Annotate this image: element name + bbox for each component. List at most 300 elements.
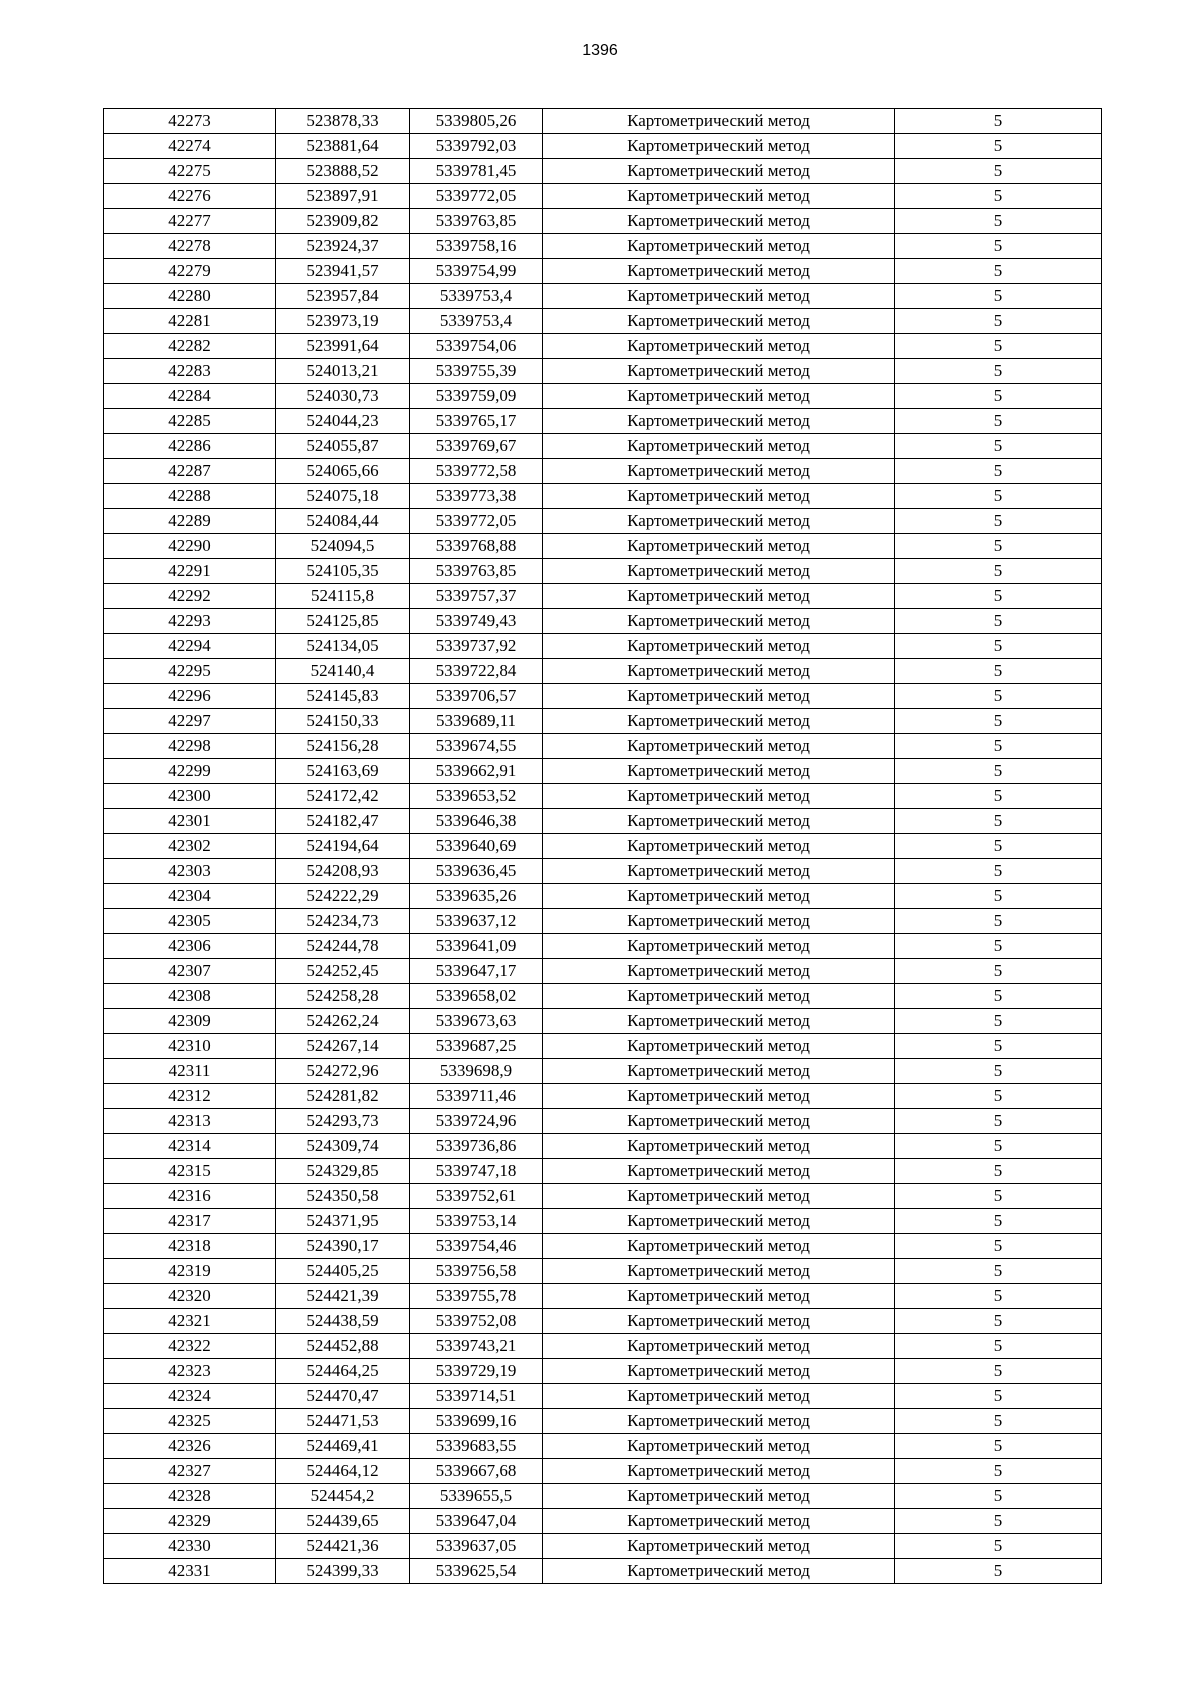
method-cell: Картометрический метод <box>543 359 895 384</box>
x-coordinate-cell: 523888,52 <box>276 159 410 184</box>
method-cell: Картометрический метод <box>543 934 895 959</box>
x-coordinate-cell: 524272,96 <box>276 1059 410 1084</box>
y-coordinate-cell: 5339772,05 <box>410 509 543 534</box>
accuracy-cell: 5 <box>895 1259 1102 1284</box>
method-cell: Картометрический метод <box>543 1434 895 1459</box>
x-coordinate-cell: 524234,73 <box>276 909 410 934</box>
accuracy-cell: 5 <box>895 884 1102 909</box>
x-coordinate-cell: 524125,85 <box>276 609 410 634</box>
method-cell: Картометрический метод <box>543 909 895 934</box>
x-coordinate-cell: 524439,65 <box>276 1509 410 1534</box>
point-number-cell: 42307 <box>104 959 276 984</box>
table-row <box>104 409 1102 434</box>
point-number-cell: 42314 <box>104 1134 276 1159</box>
x-coordinate-cell: 524140,4 <box>276 659 410 684</box>
x-coordinate-cell: 524399,33 <box>276 1559 410 1584</box>
accuracy-cell: 5 <box>895 659 1102 684</box>
method-cell: Картометрический метод <box>543 1484 895 1509</box>
method-cell: Картометрический метод <box>543 1559 895 1584</box>
x-coordinate-cell: 524115,8 <box>276 584 410 609</box>
method-cell: Картометрический метод <box>543 309 895 334</box>
y-coordinate-cell: 5339683,55 <box>410 1434 543 1459</box>
accuracy-cell: 5 <box>895 1109 1102 1134</box>
point-number-cell: 42285 <box>104 409 276 434</box>
point-number-cell: 42322 <box>104 1334 276 1359</box>
point-number-cell: 42294 <box>104 634 276 659</box>
accuracy-cell: 5 <box>895 159 1102 184</box>
x-coordinate-cell: 523991,64 <box>276 334 410 359</box>
method-cell: Картометрический метод <box>543 534 895 559</box>
y-coordinate-cell: 5339805,26 <box>410 109 543 134</box>
method-cell: Картометрический метод <box>543 1184 895 1209</box>
x-coordinate-cell: 524438,59 <box>276 1309 410 1334</box>
y-coordinate-cell: 5339640,69 <box>410 834 543 859</box>
table-row <box>104 1034 1102 1059</box>
method-cell: Картометрический метод <box>543 1334 895 1359</box>
table-row <box>104 1284 1102 1309</box>
accuracy-cell: 5 <box>895 1034 1102 1059</box>
y-coordinate-cell: 5339722,84 <box>410 659 543 684</box>
accuracy-cell: 5 <box>895 984 1102 1009</box>
y-coordinate-cell: 5339711,46 <box>410 1084 543 1109</box>
point-number-cell: 42327 <box>104 1459 276 1484</box>
x-coordinate-cell: 524350,58 <box>276 1184 410 1209</box>
point-number-cell: 42281 <box>104 309 276 334</box>
y-coordinate-cell: 5339737,92 <box>410 634 543 659</box>
table-row <box>104 509 1102 534</box>
x-coordinate-cell: 524182,47 <box>276 809 410 834</box>
point-number-cell: 42289 <box>104 509 276 534</box>
method-cell: Картометрический метод <box>543 1109 895 1134</box>
accuracy-cell: 5 <box>895 959 1102 984</box>
table-row <box>104 909 1102 934</box>
x-coordinate-cell: 524281,82 <box>276 1084 410 1109</box>
accuracy-cell: 5 <box>895 334 1102 359</box>
accuracy-cell: 5 <box>895 909 1102 934</box>
method-cell: Картометрический метод <box>543 559 895 584</box>
table-row <box>104 1559 1102 1584</box>
y-coordinate-cell: 5339689,11 <box>410 709 543 734</box>
point-number-cell: 42326 <box>104 1434 276 1459</box>
point-number-cell: 42286 <box>104 434 276 459</box>
x-coordinate-cell: 524055,87 <box>276 434 410 459</box>
method-cell: Картометрический метод <box>543 1459 895 1484</box>
method-cell: Картометрический метод <box>543 509 895 534</box>
table-row <box>104 334 1102 359</box>
table-row <box>104 384 1102 409</box>
x-coordinate-cell: 523973,19 <box>276 309 410 334</box>
table-row <box>104 634 1102 659</box>
y-coordinate-cell: 5339763,85 <box>410 209 543 234</box>
accuracy-cell: 5 <box>895 234 1102 259</box>
method-cell: Картометрический метод <box>543 734 895 759</box>
x-coordinate-cell: 524172,42 <box>276 784 410 809</box>
y-coordinate-cell: 5339757,37 <box>410 584 543 609</box>
y-coordinate-cell: 5339756,58 <box>410 1259 543 1284</box>
y-coordinate-cell: 5339768,88 <box>410 534 543 559</box>
method-cell: Картометрический метод <box>543 784 895 809</box>
y-coordinate-cell: 5339752,61 <box>410 1184 543 1209</box>
accuracy-cell: 5 <box>895 1284 1102 1309</box>
point-number-cell: 42282 <box>104 334 276 359</box>
x-coordinate-cell: 523909,82 <box>276 209 410 234</box>
y-coordinate-cell: 5339699,16 <box>410 1409 543 1434</box>
accuracy-cell: 5 <box>895 734 1102 759</box>
point-number-cell: 42291 <box>104 559 276 584</box>
x-coordinate-cell: 524471,53 <box>276 1409 410 1434</box>
accuracy-cell: 5 <box>895 384 1102 409</box>
x-coordinate-cell: 524134,05 <box>276 634 410 659</box>
table-row <box>104 1409 1102 1434</box>
y-coordinate-cell: 5339743,21 <box>410 1334 543 1359</box>
table-row <box>104 609 1102 634</box>
point-number-cell: 42310 <box>104 1034 276 1059</box>
y-coordinate-cell: 5339752,08 <box>410 1309 543 1334</box>
method-cell: Картометрический метод <box>543 1309 895 1334</box>
x-coordinate-cell: 524405,25 <box>276 1259 410 1284</box>
point-number-cell: 42318 <box>104 1234 276 1259</box>
accuracy-cell: 5 <box>895 584 1102 609</box>
table-row <box>104 1184 1102 1209</box>
accuracy-cell: 5 <box>895 1334 1102 1359</box>
point-number-cell: 42293 <box>104 609 276 634</box>
table-row <box>104 284 1102 309</box>
y-coordinate-cell: 5339765,17 <box>410 409 543 434</box>
y-coordinate-cell: 5339754,06 <box>410 334 543 359</box>
y-coordinate-cell: 5339749,43 <box>410 609 543 634</box>
table-row <box>104 484 1102 509</box>
method-cell: Картометрический метод <box>543 1134 895 1159</box>
table-row <box>104 684 1102 709</box>
point-number-cell: 42306 <box>104 934 276 959</box>
method-cell: Картометрический метод <box>543 184 895 209</box>
y-coordinate-cell: 5339729,19 <box>410 1359 543 1384</box>
accuracy-cell: 5 <box>895 834 1102 859</box>
x-coordinate-cell: 523957,84 <box>276 284 410 309</box>
accuracy-cell: 5 <box>895 1409 1102 1434</box>
point-number-cell: 42319 <box>104 1259 276 1284</box>
method-cell: Картометрический метод <box>543 1009 895 1034</box>
y-coordinate-cell: 5339635,26 <box>410 884 543 909</box>
method-cell: Картометрический метод <box>543 1034 895 1059</box>
method-cell: Картометрический метод <box>543 459 895 484</box>
accuracy-cell: 5 <box>895 209 1102 234</box>
x-coordinate-cell: 523897,91 <box>276 184 410 209</box>
y-coordinate-cell: 5339773,38 <box>410 484 543 509</box>
table-row <box>104 584 1102 609</box>
accuracy-cell: 5 <box>895 134 1102 159</box>
accuracy-cell: 5 <box>895 359 1102 384</box>
table-row <box>104 1209 1102 1234</box>
method-cell: Картометрический метод <box>543 1384 895 1409</box>
accuracy-cell: 5 <box>895 534 1102 559</box>
y-coordinate-cell: 5339636,45 <box>410 859 543 884</box>
point-number-cell: 42273 <box>104 109 276 134</box>
x-coordinate-cell: 524470,47 <box>276 1384 410 1409</box>
table-row <box>104 459 1102 484</box>
point-number-cell: 42288 <box>104 484 276 509</box>
table-row <box>104 234 1102 259</box>
x-coordinate-cell: 524105,35 <box>276 559 410 584</box>
point-number-cell: 42328 <box>104 1484 276 1509</box>
point-number-cell: 42278 <box>104 234 276 259</box>
x-coordinate-cell: 524030,73 <box>276 384 410 409</box>
accuracy-cell: 5 <box>895 634 1102 659</box>
x-coordinate-cell: 524390,17 <box>276 1234 410 1259</box>
x-coordinate-cell: 524194,64 <box>276 834 410 859</box>
x-coordinate-cell: 524258,28 <box>276 984 410 1009</box>
y-coordinate-cell: 5339763,85 <box>410 559 543 584</box>
point-number-cell: 42330 <box>104 1534 276 1559</box>
accuracy-cell: 5 <box>895 1084 1102 1109</box>
y-coordinate-cell: 5339647,04 <box>410 1509 543 1534</box>
table-row <box>104 1384 1102 1409</box>
method-cell: Картометрический метод <box>543 1159 895 1184</box>
y-coordinate-cell: 5339753,4 <box>410 309 543 334</box>
y-coordinate-cell: 5339755,39 <box>410 359 543 384</box>
point-number-cell: 42284 <box>104 384 276 409</box>
accuracy-cell: 5 <box>895 1009 1102 1034</box>
accuracy-cell: 5 <box>895 1359 1102 1384</box>
y-coordinate-cell: 5339769,67 <box>410 434 543 459</box>
y-coordinate-cell: 5339758,16 <box>410 234 543 259</box>
accuracy-cell: 5 <box>895 684 1102 709</box>
table-row <box>104 259 1102 284</box>
method-cell: Картометрический метод <box>543 1234 895 1259</box>
method-cell: Картометрический метод <box>543 684 895 709</box>
point-number-cell: 42303 <box>104 859 276 884</box>
accuracy-cell: 5 <box>895 409 1102 434</box>
point-number-cell: 42309 <box>104 1009 276 1034</box>
accuracy-cell: 5 <box>895 1234 1102 1259</box>
method-cell: Картометрический метод <box>543 759 895 784</box>
table-row <box>104 884 1102 909</box>
x-coordinate-cell: 524013,21 <box>276 359 410 384</box>
x-coordinate-cell: 524267,14 <box>276 1034 410 1059</box>
point-number-cell: 42321 <box>104 1309 276 1334</box>
table-row <box>104 1009 1102 1034</box>
method-cell: Картометрический метод <box>543 884 895 909</box>
table-row <box>104 984 1102 1009</box>
table-row <box>104 1109 1102 1134</box>
method-cell: Картометрический метод <box>543 384 895 409</box>
point-number-cell: 42283 <box>104 359 276 384</box>
x-coordinate-cell: 524452,88 <box>276 1334 410 1359</box>
x-coordinate-cell: 524421,36 <box>276 1534 410 1559</box>
point-number-cell: 42280 <box>104 284 276 309</box>
method-cell: Картометрический метод <box>543 1059 895 1084</box>
point-number-cell: 42296 <box>104 684 276 709</box>
x-coordinate-cell: 524084,44 <box>276 509 410 534</box>
method-cell: Картометрический метод <box>543 1259 895 1284</box>
accuracy-cell: 5 <box>895 484 1102 509</box>
x-coordinate-cell: 524244,78 <box>276 934 410 959</box>
point-number-cell: 42329 <box>104 1509 276 1534</box>
table-row <box>104 359 1102 384</box>
method-cell: Картометрический метод <box>543 1509 895 1534</box>
table-row <box>104 184 1102 209</box>
x-coordinate-cell: 524329,85 <box>276 1159 410 1184</box>
method-cell: Картометрический метод <box>543 484 895 509</box>
point-number-cell: 42279 <box>104 259 276 284</box>
y-coordinate-cell: 5339753,14 <box>410 1209 543 1234</box>
table-row <box>104 1259 1102 1284</box>
point-number-cell: 42297 <box>104 709 276 734</box>
point-number-cell: 42301 <box>104 809 276 834</box>
y-coordinate-cell: 5339687,25 <box>410 1034 543 1059</box>
x-coordinate-cell: 524094,5 <box>276 534 410 559</box>
y-coordinate-cell: 5339637,12 <box>410 909 543 934</box>
accuracy-cell: 5 <box>895 1434 1102 1459</box>
table-row <box>104 1084 1102 1109</box>
method-cell: Картометрический метод <box>543 1359 895 1384</box>
table-row <box>104 1159 1102 1184</box>
point-number-cell: 42292 <box>104 584 276 609</box>
accuracy-cell: 5 <box>895 809 1102 834</box>
point-number-cell: 42311 <box>104 1059 276 1084</box>
accuracy-cell: 5 <box>895 609 1102 634</box>
accuracy-cell: 5 <box>895 1384 1102 1409</box>
y-coordinate-cell: 5339754,99 <box>410 259 543 284</box>
method-cell: Картометрический метод <box>543 834 895 859</box>
table-body <box>104 109 1102 1584</box>
x-coordinate-cell: 523924,37 <box>276 234 410 259</box>
x-coordinate-cell: 524309,74 <box>276 1134 410 1159</box>
table-row <box>104 1334 1102 1359</box>
accuracy-cell: 5 <box>895 934 1102 959</box>
accuracy-cell: 5 <box>895 559 1102 584</box>
x-coordinate-cell: 524262,24 <box>276 1009 410 1034</box>
accuracy-cell: 5 <box>895 859 1102 884</box>
y-coordinate-cell: 5339658,02 <box>410 984 543 1009</box>
method-cell: Картометрический метод <box>543 1409 895 1434</box>
table-row <box>104 1234 1102 1259</box>
point-number-cell: 42298 <box>104 734 276 759</box>
y-coordinate-cell: 5339655,5 <box>410 1484 543 1509</box>
method-cell: Картометрический метод <box>543 1534 895 1559</box>
x-coordinate-cell: 524293,73 <box>276 1109 410 1134</box>
x-coordinate-cell: 523878,33 <box>276 109 410 134</box>
method-cell: Картометрический метод <box>543 584 895 609</box>
method-cell: Картометрический метод <box>543 259 895 284</box>
method-cell: Картометрический метод <box>543 809 895 834</box>
x-coordinate-cell: 524252,45 <box>276 959 410 984</box>
accuracy-cell: 5 <box>895 1159 1102 1184</box>
accuracy-cell: 5 <box>895 1509 1102 1534</box>
y-coordinate-cell: 5339759,09 <box>410 384 543 409</box>
method-cell: Картометрический метод <box>543 159 895 184</box>
accuracy-cell: 5 <box>895 1209 1102 1234</box>
method-cell: Картометрический метод <box>543 134 895 159</box>
x-coordinate-cell: 524150,33 <box>276 709 410 734</box>
point-number-cell: 42290 <box>104 534 276 559</box>
method-cell: Картометрический метод <box>543 109 895 134</box>
y-coordinate-cell: 5339706,57 <box>410 684 543 709</box>
method-cell: Картометрический метод <box>543 659 895 684</box>
method-cell: Картометрический метод <box>543 859 895 884</box>
table-row <box>104 109 1102 134</box>
y-coordinate-cell: 5339625,54 <box>410 1559 543 1584</box>
x-coordinate-cell: 524044,23 <box>276 409 410 434</box>
y-coordinate-cell: 5339641,09 <box>410 934 543 959</box>
method-cell: Картометрический метод <box>543 209 895 234</box>
table-row <box>104 709 1102 734</box>
table-row <box>104 1484 1102 1509</box>
point-number-cell: 42287 <box>104 459 276 484</box>
table-row <box>104 309 1102 334</box>
point-number-cell: 42325 <box>104 1409 276 1434</box>
table-row <box>104 659 1102 684</box>
x-coordinate-cell: 524464,12 <box>276 1459 410 1484</box>
y-coordinate-cell: 5339724,96 <box>410 1109 543 1134</box>
method-cell: Картометрический метод <box>543 709 895 734</box>
x-coordinate-cell: 524163,69 <box>276 759 410 784</box>
x-coordinate-cell: 524145,83 <box>276 684 410 709</box>
point-number-cell: 42275 <box>104 159 276 184</box>
point-number-cell: 42323 <box>104 1359 276 1384</box>
x-coordinate-cell: 524222,29 <box>276 884 410 909</box>
accuracy-cell: 5 <box>895 1059 1102 1084</box>
table-row <box>104 784 1102 809</box>
accuracy-cell: 5 <box>895 709 1102 734</box>
point-number-cell: 42316 <box>104 1184 276 1209</box>
y-coordinate-cell: 5339792,03 <box>410 134 543 159</box>
table-row <box>104 834 1102 859</box>
y-coordinate-cell: 5339698,9 <box>410 1059 543 1084</box>
point-number-cell: 42317 <box>104 1209 276 1234</box>
x-coordinate-cell: 524469,41 <box>276 1434 410 1459</box>
table-row <box>104 559 1102 584</box>
y-coordinate-cell: 5339653,52 <box>410 784 543 809</box>
y-coordinate-cell: 5339674,55 <box>410 734 543 759</box>
accuracy-cell: 5 <box>895 309 1102 334</box>
y-coordinate-cell: 5339667,68 <box>410 1459 543 1484</box>
point-number-cell: 42313 <box>104 1109 276 1134</box>
point-number-cell: 42302 <box>104 834 276 859</box>
method-cell: Картометрический метод <box>543 284 895 309</box>
table-row <box>104 859 1102 884</box>
y-coordinate-cell: 5339673,63 <box>410 1009 543 1034</box>
accuracy-cell: 5 <box>895 509 1102 534</box>
accuracy-cell: 5 <box>895 109 1102 134</box>
point-number-cell: 42331 <box>104 1559 276 1584</box>
x-coordinate-cell: 524371,95 <box>276 1209 410 1234</box>
point-number-cell: 42320 <box>104 1284 276 1309</box>
x-coordinate-cell: 524208,93 <box>276 859 410 884</box>
accuracy-cell: 5 <box>895 759 1102 784</box>
accuracy-cell: 5 <box>895 1309 1102 1334</box>
accuracy-cell: 5 <box>895 1459 1102 1484</box>
table-row <box>104 959 1102 984</box>
accuracy-cell: 5 <box>895 259 1102 284</box>
method-cell: Картометрический метод <box>543 434 895 459</box>
accuracy-cell: 5 <box>895 784 1102 809</box>
y-coordinate-cell: 5339662,91 <box>410 759 543 784</box>
point-number-cell: 42304 <box>104 884 276 909</box>
point-number-cell: 42300 <box>104 784 276 809</box>
table-row <box>104 134 1102 159</box>
x-coordinate-cell: 524454,2 <box>276 1484 410 1509</box>
y-coordinate-cell: 5339753,4 <box>410 284 543 309</box>
method-cell: Картометрический метод <box>543 634 895 659</box>
point-number-cell: 42315 <box>104 1159 276 1184</box>
x-coordinate-cell: 524421,39 <box>276 1284 410 1309</box>
method-cell: Картометрический метод <box>543 1284 895 1309</box>
x-coordinate-cell: 524156,28 <box>276 734 410 759</box>
accuracy-cell: 5 <box>895 1184 1102 1209</box>
table-row <box>104 1459 1102 1484</box>
accuracy-cell: 5 <box>895 1559 1102 1584</box>
